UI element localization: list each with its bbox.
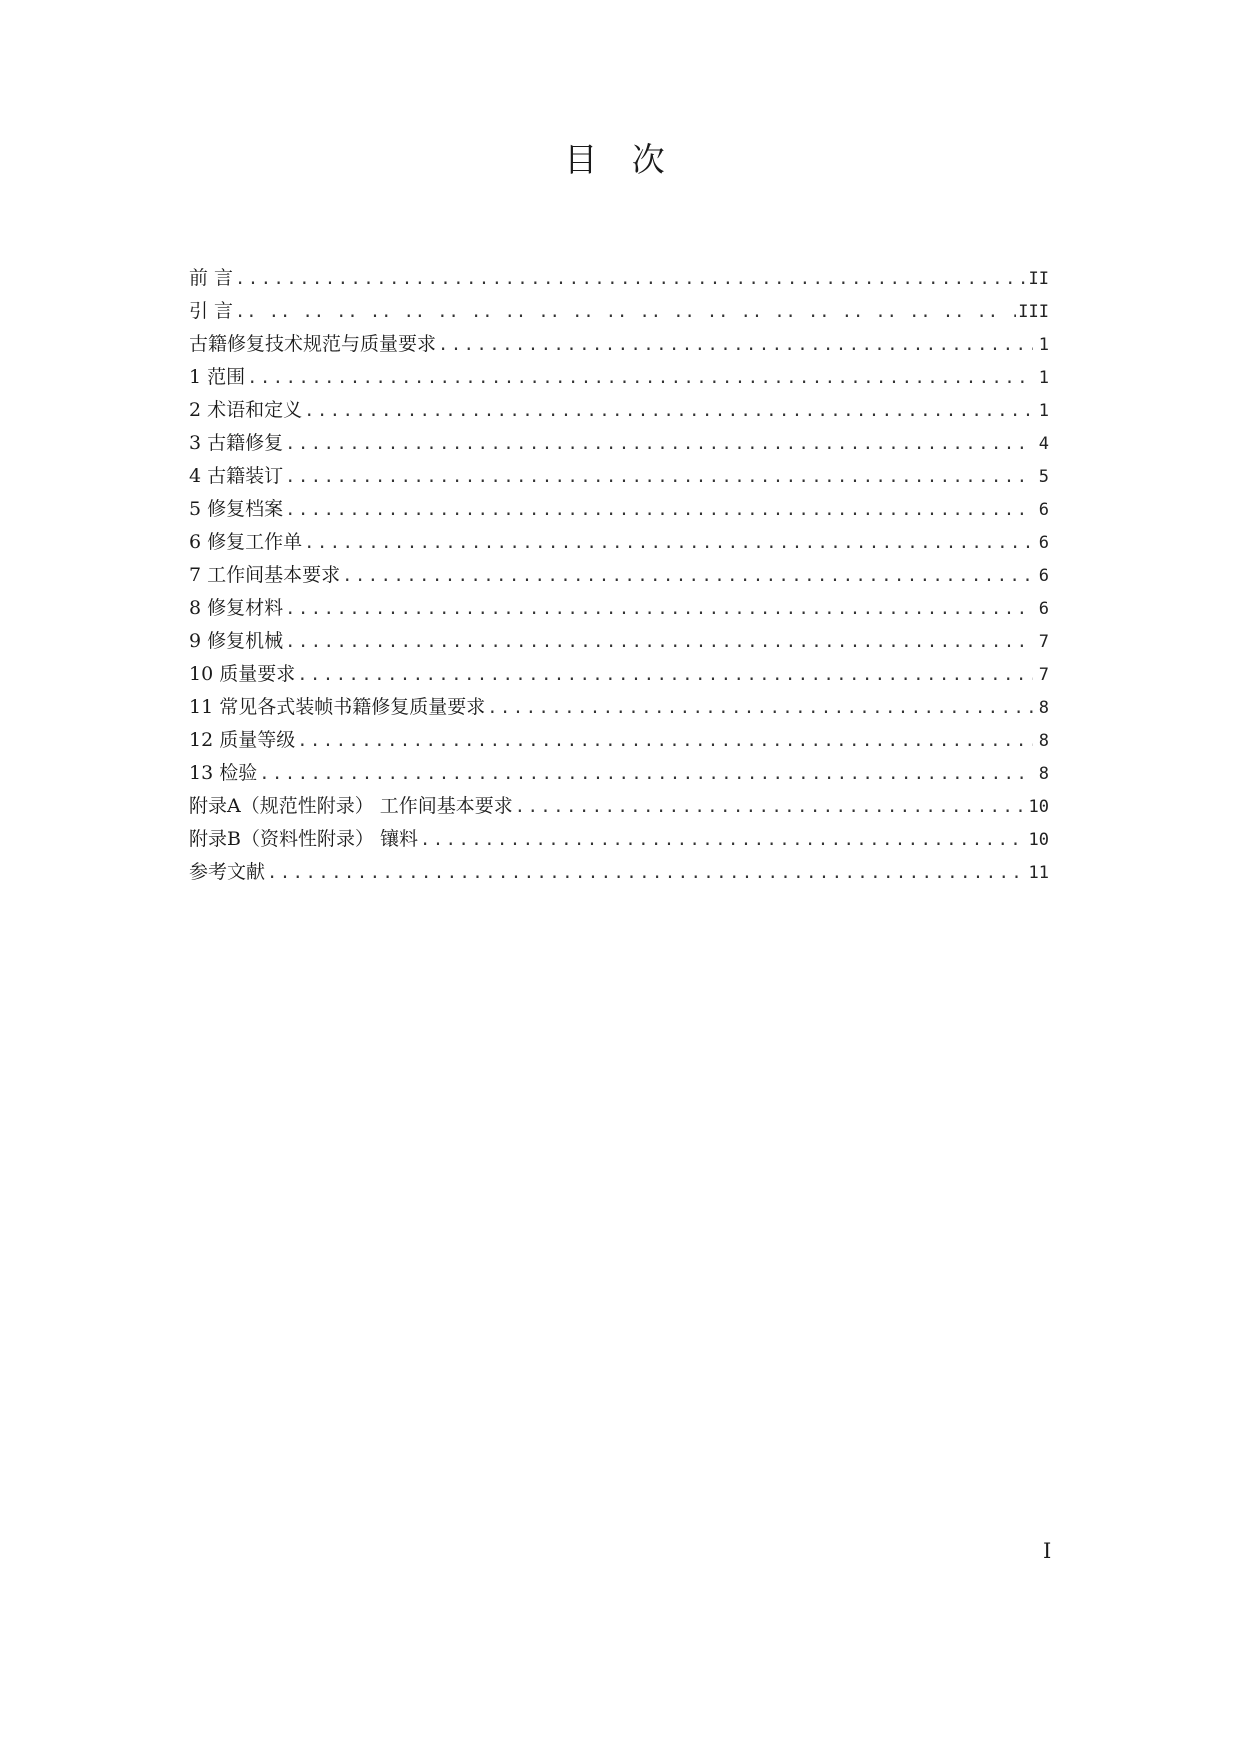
toc-leader-dots [235,263,1026,296]
toc-entry-binding[interactable] [189,460,1049,493]
toc-entry-records[interactable] [189,493,1049,526]
toc-entry-label: 前 言 [189,267,234,289]
toc-entry-worksheet[interactable] [189,526,1049,559]
toc-leader-dots [259,758,1033,791]
toc-entry-workroom[interactable] [189,559,1049,592]
toc-entry-label: 1 范围 [189,366,246,388]
toc-entry-page: 6 [1038,500,1049,520]
toc-entry-label: 附录A（规范性附录） 工作间基本要求 [189,795,513,817]
toc-leader-dots [438,329,1033,362]
toc-entry-page: 4 [1038,434,1049,454]
toc-entry-label: 6 修复工作单 [189,531,303,553]
toc-leader-dots [285,626,1033,659]
toc-entry-label: 7 工作间基本要求 [189,564,341,586]
toc-entry-quality-requirements[interactable] [189,658,1049,691]
toc-entry-page: 7 [1038,632,1049,652]
toc-entry-main-title[interactable] [189,328,1049,361]
toc-entry-page: 1 [1038,335,1049,355]
toc-leader-dots [297,659,1033,692]
toc-entry-label: 8 修复材料 [189,597,284,619]
toc-entry-label: 12 质量等级 [189,729,296,751]
toc-entry-page: 7 [1038,665,1049,685]
toc-entry-materials[interactable] [189,592,1049,625]
toc-entry-page: 6 [1038,566,1049,586]
toc-entry-appendix-b[interactable] [189,823,1049,856]
toc-leader-dots [304,395,1033,428]
toc-leader-dots [304,527,1033,560]
toc-entry-label: 11 常见各式装帧书籍修复质量要求 [189,696,486,718]
toc-entry-label: 2 术语和定义 [189,399,303,421]
toc-entry-page: III [1018,302,1049,322]
toc-entry-introduction[interactable] [189,295,1049,328]
toc-leader-dots [297,725,1033,758]
toc-entry-restoration[interactable] [189,427,1049,460]
toc-leader-dots [267,857,1027,890]
toc-entry-label: 9 修复机械 [189,630,284,652]
toc-title: 目 次 [564,140,677,179]
toc-entry-page: 5 [1038,467,1049,487]
toc-entry-page: 1 [1038,401,1049,421]
toc-entry-page: 11 [1028,863,1049,883]
toc-leader-dots [420,824,1027,857]
toc-leader-dots [515,791,1027,824]
toc-entry-page: 6 [1038,533,1049,553]
toc-entry-label: 3 古籍修复 [189,432,284,454]
toc-entry-references[interactable] [189,856,1049,889]
toc-leader-dots [235,296,1016,329]
toc-entry-scope[interactable] [189,361,1049,394]
toc-entry-page: 8 [1038,731,1049,751]
toc-entry-page: 1 [1038,368,1049,388]
toc-entry-label: 10 质量要求 [189,663,296,685]
toc-entry-binding-styles[interactable] [189,691,1049,724]
toc-entry-label: 引 言 [189,300,234,322]
table-of-contents [189,262,1049,889]
toc-leader-dots [285,494,1033,527]
toc-entry-machinery[interactable] [189,625,1049,658]
toc-entry-label: 13 检验 [189,762,258,784]
toc-entry-inspection[interactable] [189,757,1049,790]
toc-entry-terms[interactable] [189,394,1049,427]
page-number: I [1043,1539,1052,1563]
toc-entry-page: II [1028,269,1049,289]
toc-entry-page: 10 [1028,830,1049,850]
toc-leader-dots [487,692,1033,725]
toc-entry-label: 5 修复档案 [189,498,284,520]
toc-entry-page: 10 [1028,797,1049,817]
toc-entry-page: 6 [1038,599,1049,619]
toc-entry-quality-grades[interactable] [189,724,1049,757]
toc-entry-label: 参考文献 [189,861,266,883]
toc-leader-dots [285,428,1033,461]
toc-leader-dots [342,560,1033,593]
toc-entry-label: 附录B（资料性附录） 镶料 [189,828,419,850]
toc-leader-dots [247,362,1033,395]
toc-leader-dots [285,593,1033,626]
toc-entry-page: 8 [1038,764,1049,784]
toc-entry-page: 8 [1038,698,1049,718]
toc-entry-label: 古籍修复技术规范与质量要求 [189,333,437,355]
toc-entry-preface[interactable] [189,262,1049,295]
toc-leader-dots [285,461,1033,494]
toc-entry-label: 4 古籍装订 [189,465,284,487]
toc-entry-appendix-a[interactable] [189,790,1049,823]
